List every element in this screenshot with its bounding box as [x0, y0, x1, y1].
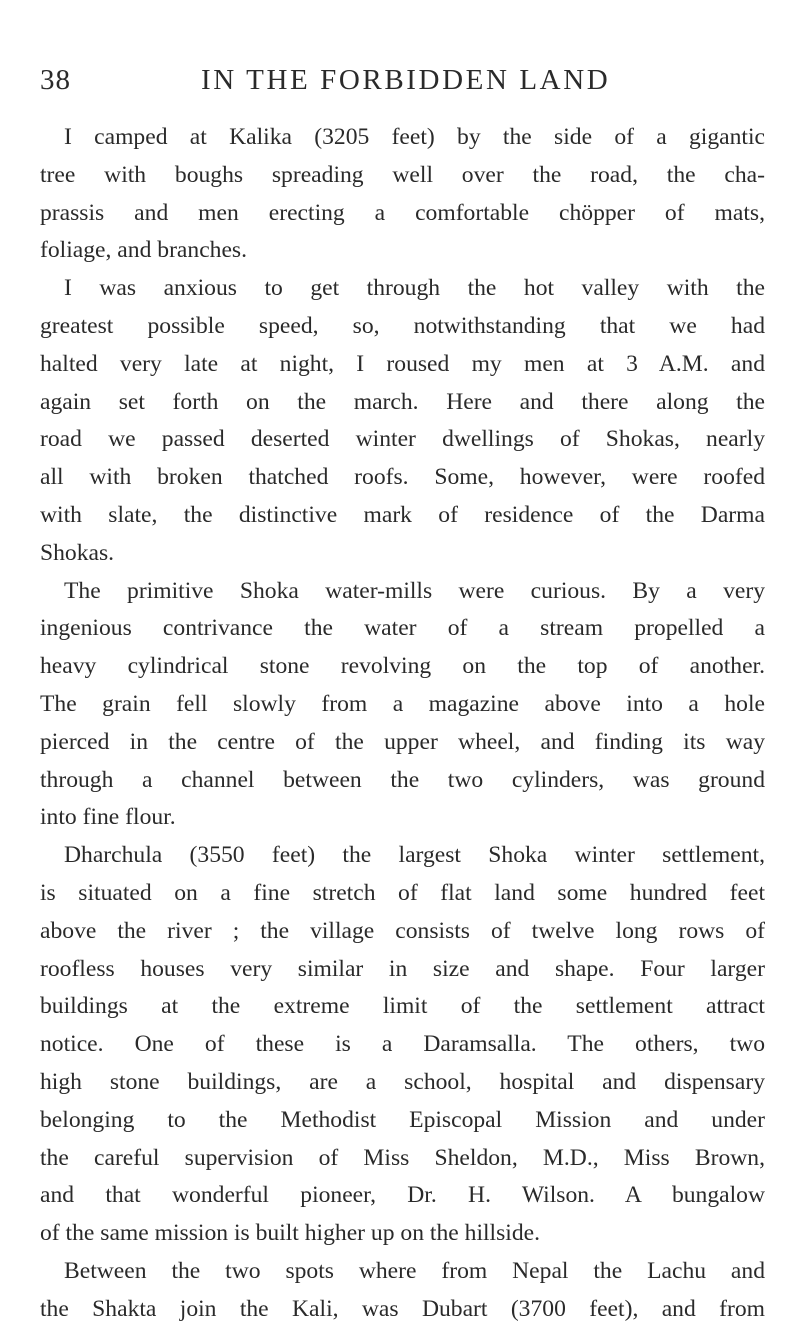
text-line: prassis and men erecting a comfortable chöpper of mats, — [40, 199, 765, 226]
text-line: halted very late at night, I roused my men at 3 A.M. and — [40, 350, 765, 377]
page-header — [40, 64, 765, 114]
text-line: belonging to the Methodist Episcopal Mission and under — [40, 1106, 765, 1133]
text-line: high stone buildings, are a school, hospital and dispensary — [40, 1068, 765, 1095]
text-line: ingenious contrivance the water of a stream propelled a — [40, 615, 765, 642]
text-line: heavy cylindrical stone revolving on the top of another. — [40, 653, 765, 680]
text-line: is situated on a fine stretch of flat land some hundred feet — [40, 879, 765, 906]
text-line: with slate, the distinctive mark of residence of the Darma — [40, 501, 765, 528]
body-text — [40, 119, 765, 1329]
text-line: The primitive Shoka water-mills were curious. By a very — [64, 577, 765, 604]
text-line: and that wonderful pioneer, Dr. H. Wilson. A bungalow — [40, 1182, 765, 1209]
text-line: through a channel between the two cylinders, was ground — [40, 766, 765, 793]
paragraph — [40, 573, 765, 838]
text-line: again set forth on the march. Here and there along the — [40, 388, 765, 415]
text-line: roofless houses very similar in size and shape. Four larger — [40, 955, 765, 982]
text-line: all with broken thatched roofs. Some, however, were roofed — [40, 464, 765, 491]
text-line: buildings at the extreme limit of the settlement attract — [40, 993, 765, 1020]
text-line: the Shakta join the Kali, was Dubart (3700 feet), and from — [40, 1295, 765, 1322]
text-line: of the same mission is built higher up on the hillside. — [40, 1220, 541, 1247]
text-line: I camped at Kalika (3205 feet) by the side of a gigantic — [64, 124, 765, 150]
paragraph — [40, 270, 765, 572]
paragraph — [40, 119, 765, 270]
text-line: Dharchula (3550 feet) the largest Shoka winter settlement, — [64, 842, 765, 869]
text-line: tree with boughs spreading well over the road, the cha- — [40, 161, 765, 188]
running-title: IN THE FORBIDDEN LAND — [201, 64, 611, 96]
text-line: The grain fell slowly from a magazine above into a hole — [40, 690, 765, 717]
text-line: the careful supervision of Miss Sheldon, M.D., Miss Brown, — [40, 1144, 765, 1171]
text-line: road we passed deserted winter dwellings of Shokas, nearly — [40, 426, 765, 453]
text-line: greatest possible speed, so, notwithstanding that we had — [40, 312, 765, 339]
text-line: above the river ; the village consists of twelve long rows of — [40, 917, 765, 944]
text-line: foliage, and branches. — [40, 237, 248, 264]
text-line: I was anxious to get through the hot valley with the — [64, 275, 765, 302]
text-line: pierced in the centre of the upper wheel, and finding its way — [40, 728, 765, 755]
text-line: notice. One of these is a Daramsalla. The others, two — [40, 1031, 765, 1058]
text-line: Shokas. — [40, 539, 115, 566]
page-number: 38 — [40, 64, 71, 96]
text-line: Between the two spots where from Nepal the Lachu and — [64, 1257, 765, 1284]
paragraph — [40, 837, 765, 1253]
text-line: into fine flour. — [40, 804, 176, 831]
